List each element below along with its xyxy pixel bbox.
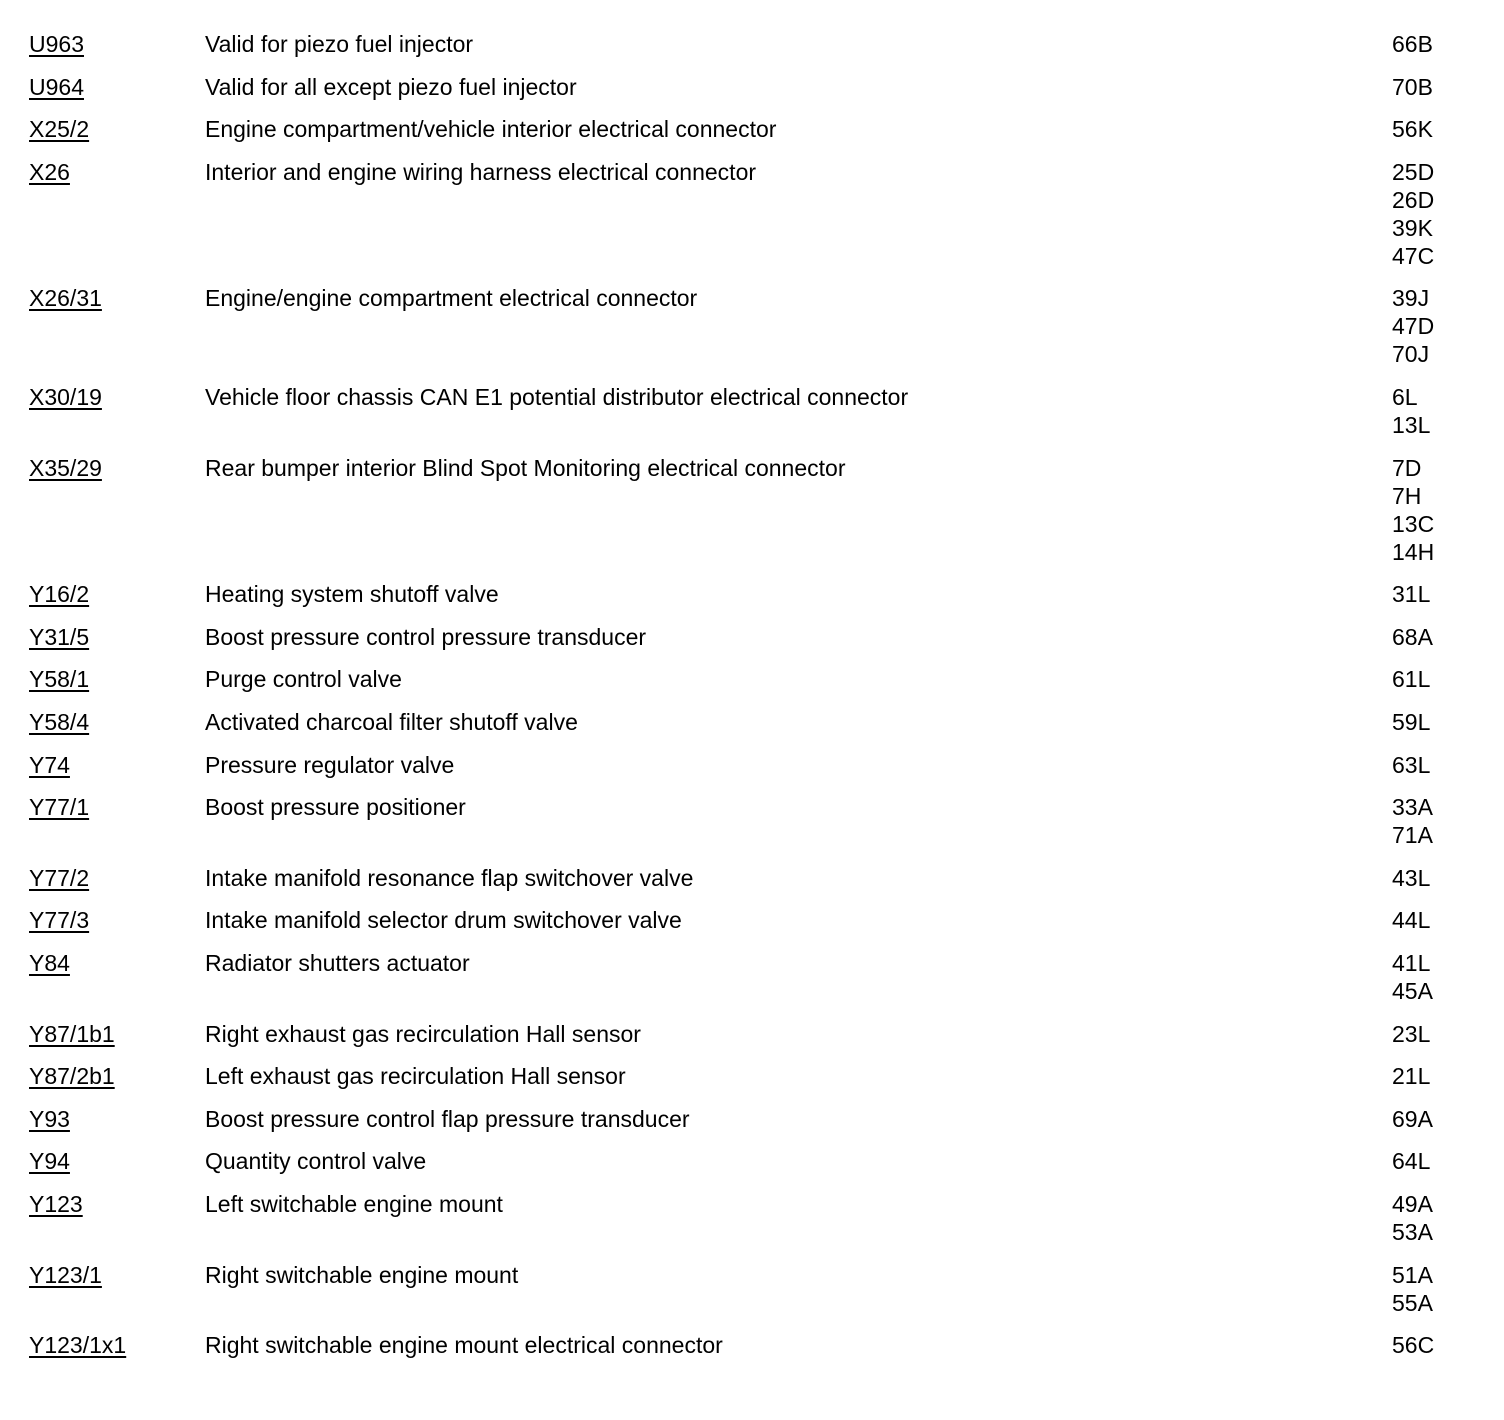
grid-reference: 47C bbox=[1392, 242, 1435, 269]
component-code-link[interactable]: Y31/5 bbox=[29, 623, 90, 650]
grid-reference-list bbox=[1392, 284, 1492, 368]
grid-reference: 51A bbox=[1392, 1261, 1433, 1288]
grid-reference-list bbox=[1392, 906, 1492, 934]
component-description: Radiator shutters actuator bbox=[205, 950, 470, 976]
grid-reference-list bbox=[1392, 949, 1492, 1005]
component-description: Left switchable engine mount bbox=[205, 1191, 503, 1217]
grid-reference: 23L bbox=[1392, 1020, 1431, 1047]
grid-reference: 69A bbox=[1392, 1105, 1433, 1132]
component-code-link[interactable]: X26 bbox=[29, 158, 70, 185]
component-code-link[interactable]: Y123/1x1 bbox=[29, 1332, 127, 1359]
grid-reference-list bbox=[1392, 751, 1492, 779]
component-description: Engine/engine compartment electrical connector bbox=[205, 285, 698, 312]
grid-reference: 26D bbox=[1392, 186, 1435, 213]
component-code-link[interactable]: U964 bbox=[29, 73, 84, 100]
grid-reference: 33A bbox=[1392, 794, 1433, 821]
component-code-link[interactable]: Y123 bbox=[29, 1191, 83, 1217]
component-description: Intake manifold resonance flap switchover valve bbox=[205, 864, 694, 891]
component-code-link[interactable]: Y77/1 bbox=[29, 794, 90, 821]
grid-reference: 14H bbox=[1392, 538, 1435, 565]
component-description: Purge control valve bbox=[205, 666, 402, 693]
grid-reference-list bbox=[1392, 708, 1492, 736]
grid-reference-list bbox=[1392, 1190, 1492, 1246]
grid-reference: 71A bbox=[1392, 822, 1433, 849]
component-description: Engine compartment/vehicle interior electrical connector bbox=[205, 116, 777, 143]
grid-reference: 39K bbox=[1392, 214, 1433, 241]
component-description: Valid for piezo fuel injector bbox=[205, 31, 474, 57]
grid-reference-list bbox=[1392, 158, 1492, 270]
component-description: Left exhaust gas recirculation Hall sensor bbox=[205, 1063, 626, 1090]
grid-reference: 7D bbox=[1392, 454, 1422, 481]
component-code-link[interactable]: U963 bbox=[29, 31, 84, 57]
grid-reference: 64L bbox=[1392, 1148, 1431, 1175]
component-code-link[interactable]: Y74 bbox=[29, 751, 70, 778]
grid-reference-list bbox=[1392, 383, 1492, 439]
component-description: Interior and engine wiring harness electrical connector bbox=[205, 158, 757, 185]
grid-reference-list bbox=[1392, 1261, 1492, 1317]
grid-reference: 44L bbox=[1392, 907, 1431, 934]
grid-reference: 68A bbox=[1392, 623, 1433, 650]
grid-reference-list bbox=[1392, 1147, 1492, 1175]
component-code-link[interactable]: Y87/1b1 bbox=[29, 1020, 115, 1047]
grid-reference: 7H bbox=[1392, 482, 1422, 509]
grid-reference-list bbox=[1392, 1331, 1492, 1359]
grid-reference: 47D bbox=[1392, 313, 1435, 340]
grid-reference-list bbox=[1392, 115, 1492, 143]
grid-reference: 70B bbox=[1392, 73, 1433, 100]
component-description: Boost pressure control flap pressure transducer bbox=[205, 1105, 690, 1132]
grid-reference: 45A bbox=[1392, 978, 1433, 1004]
grid-reference-list bbox=[1392, 793, 1492, 849]
grid-reference: 66B bbox=[1392, 31, 1433, 57]
component-code-link[interactable]: Y16/2 bbox=[29, 581, 90, 608]
grid-reference-list bbox=[1392, 580, 1492, 608]
component-code-link[interactable]: X25/2 bbox=[29, 116, 90, 143]
grid-reference: 25D bbox=[1392, 158, 1435, 185]
grid-reference: 6L bbox=[1392, 384, 1418, 410]
grid-reference: 61L bbox=[1392, 666, 1431, 693]
component-description: Boost pressure control pressure transducer bbox=[205, 623, 647, 650]
grid-reference: 59L bbox=[1392, 709, 1431, 735]
grid-reference: 13C bbox=[1392, 510, 1435, 537]
grid-reference-list bbox=[1392, 30, 1492, 58]
component-description: Right switchable engine mount bbox=[205, 1261, 519, 1288]
grid-reference-list bbox=[1392, 1062, 1492, 1090]
component-description: Pressure regulator valve bbox=[205, 751, 455, 778]
grid-reference: 31L bbox=[1392, 581, 1431, 608]
component-description: Activated charcoal filter shutoff valve bbox=[205, 709, 578, 735]
grid-reference: 13L bbox=[1392, 412, 1431, 438]
component-description: Right exhaust gas recirculation Hall sensor bbox=[205, 1020, 641, 1047]
grid-reference-list bbox=[1392, 1020, 1492, 1048]
component-code-link[interactable]: Y87/2b1 bbox=[29, 1063, 115, 1090]
component-description: Quantity control valve bbox=[205, 1148, 427, 1175]
grid-reference: 63L bbox=[1392, 751, 1431, 778]
component-code-link[interactable]: Y93 bbox=[29, 1105, 70, 1132]
grid-reference-list bbox=[1392, 454, 1492, 566]
component-description: Intake manifold selector drum switchover valve bbox=[205, 907, 682, 934]
grid-reference: 55A bbox=[1392, 1289, 1433, 1316]
component-description: Valid for all except piezo fuel injector bbox=[205, 73, 577, 100]
grid-reference-list bbox=[1392, 623, 1492, 651]
grid-reference-list bbox=[1392, 864, 1492, 892]
component-code-link[interactable]: X26/31 bbox=[29, 285, 102, 312]
component-code-link[interactable]: Y84 bbox=[29, 950, 70, 976]
grid-reference-list bbox=[1392, 665, 1492, 693]
component-code-link[interactable]: Y77/2 bbox=[29, 864, 90, 891]
component-code-link[interactable]: Y58/1 bbox=[29, 666, 90, 693]
component-code-link[interactable]: Y94 bbox=[29, 1148, 70, 1175]
grid-reference: 56C bbox=[1392, 1332, 1435, 1359]
grid-reference: 70J bbox=[1392, 341, 1430, 368]
component-code-link[interactable]: X35/29 bbox=[29, 454, 102, 481]
component-description: Heating system shutoff valve bbox=[205, 581, 499, 608]
grid-reference: 41L bbox=[1392, 950, 1431, 976]
component-description: Right switchable engine mount electrical connector bbox=[205, 1332, 723, 1359]
grid-reference: 56K bbox=[1392, 116, 1433, 143]
component-description: Vehicle floor chassis CAN E1 potential distributor electrical connector bbox=[205, 384, 909, 410]
grid-reference: 43L bbox=[1392, 864, 1431, 891]
component-description: Boost pressure positioner bbox=[205, 794, 466, 821]
component-code-link[interactable]: Y58/4 bbox=[29, 709, 90, 735]
grid-reference: 39J bbox=[1392, 285, 1430, 312]
component-code-link[interactable]: Y123/1 bbox=[29, 1261, 102, 1288]
grid-reference: 49A bbox=[1392, 1191, 1433, 1217]
grid-reference-list bbox=[1392, 1105, 1492, 1133]
grid-reference: 53A bbox=[1392, 1219, 1433, 1245]
component-description: Rear bumper interior Blind Spot Monitoring electrical connector bbox=[205, 454, 846, 481]
component-code-link[interactable]: X30/19 bbox=[29, 384, 102, 410]
component-code-link[interactable]: Y77/3 bbox=[29, 907, 90, 934]
grid-reference-list bbox=[1392, 73, 1492, 101]
grid-reference: 21L bbox=[1392, 1063, 1431, 1090]
